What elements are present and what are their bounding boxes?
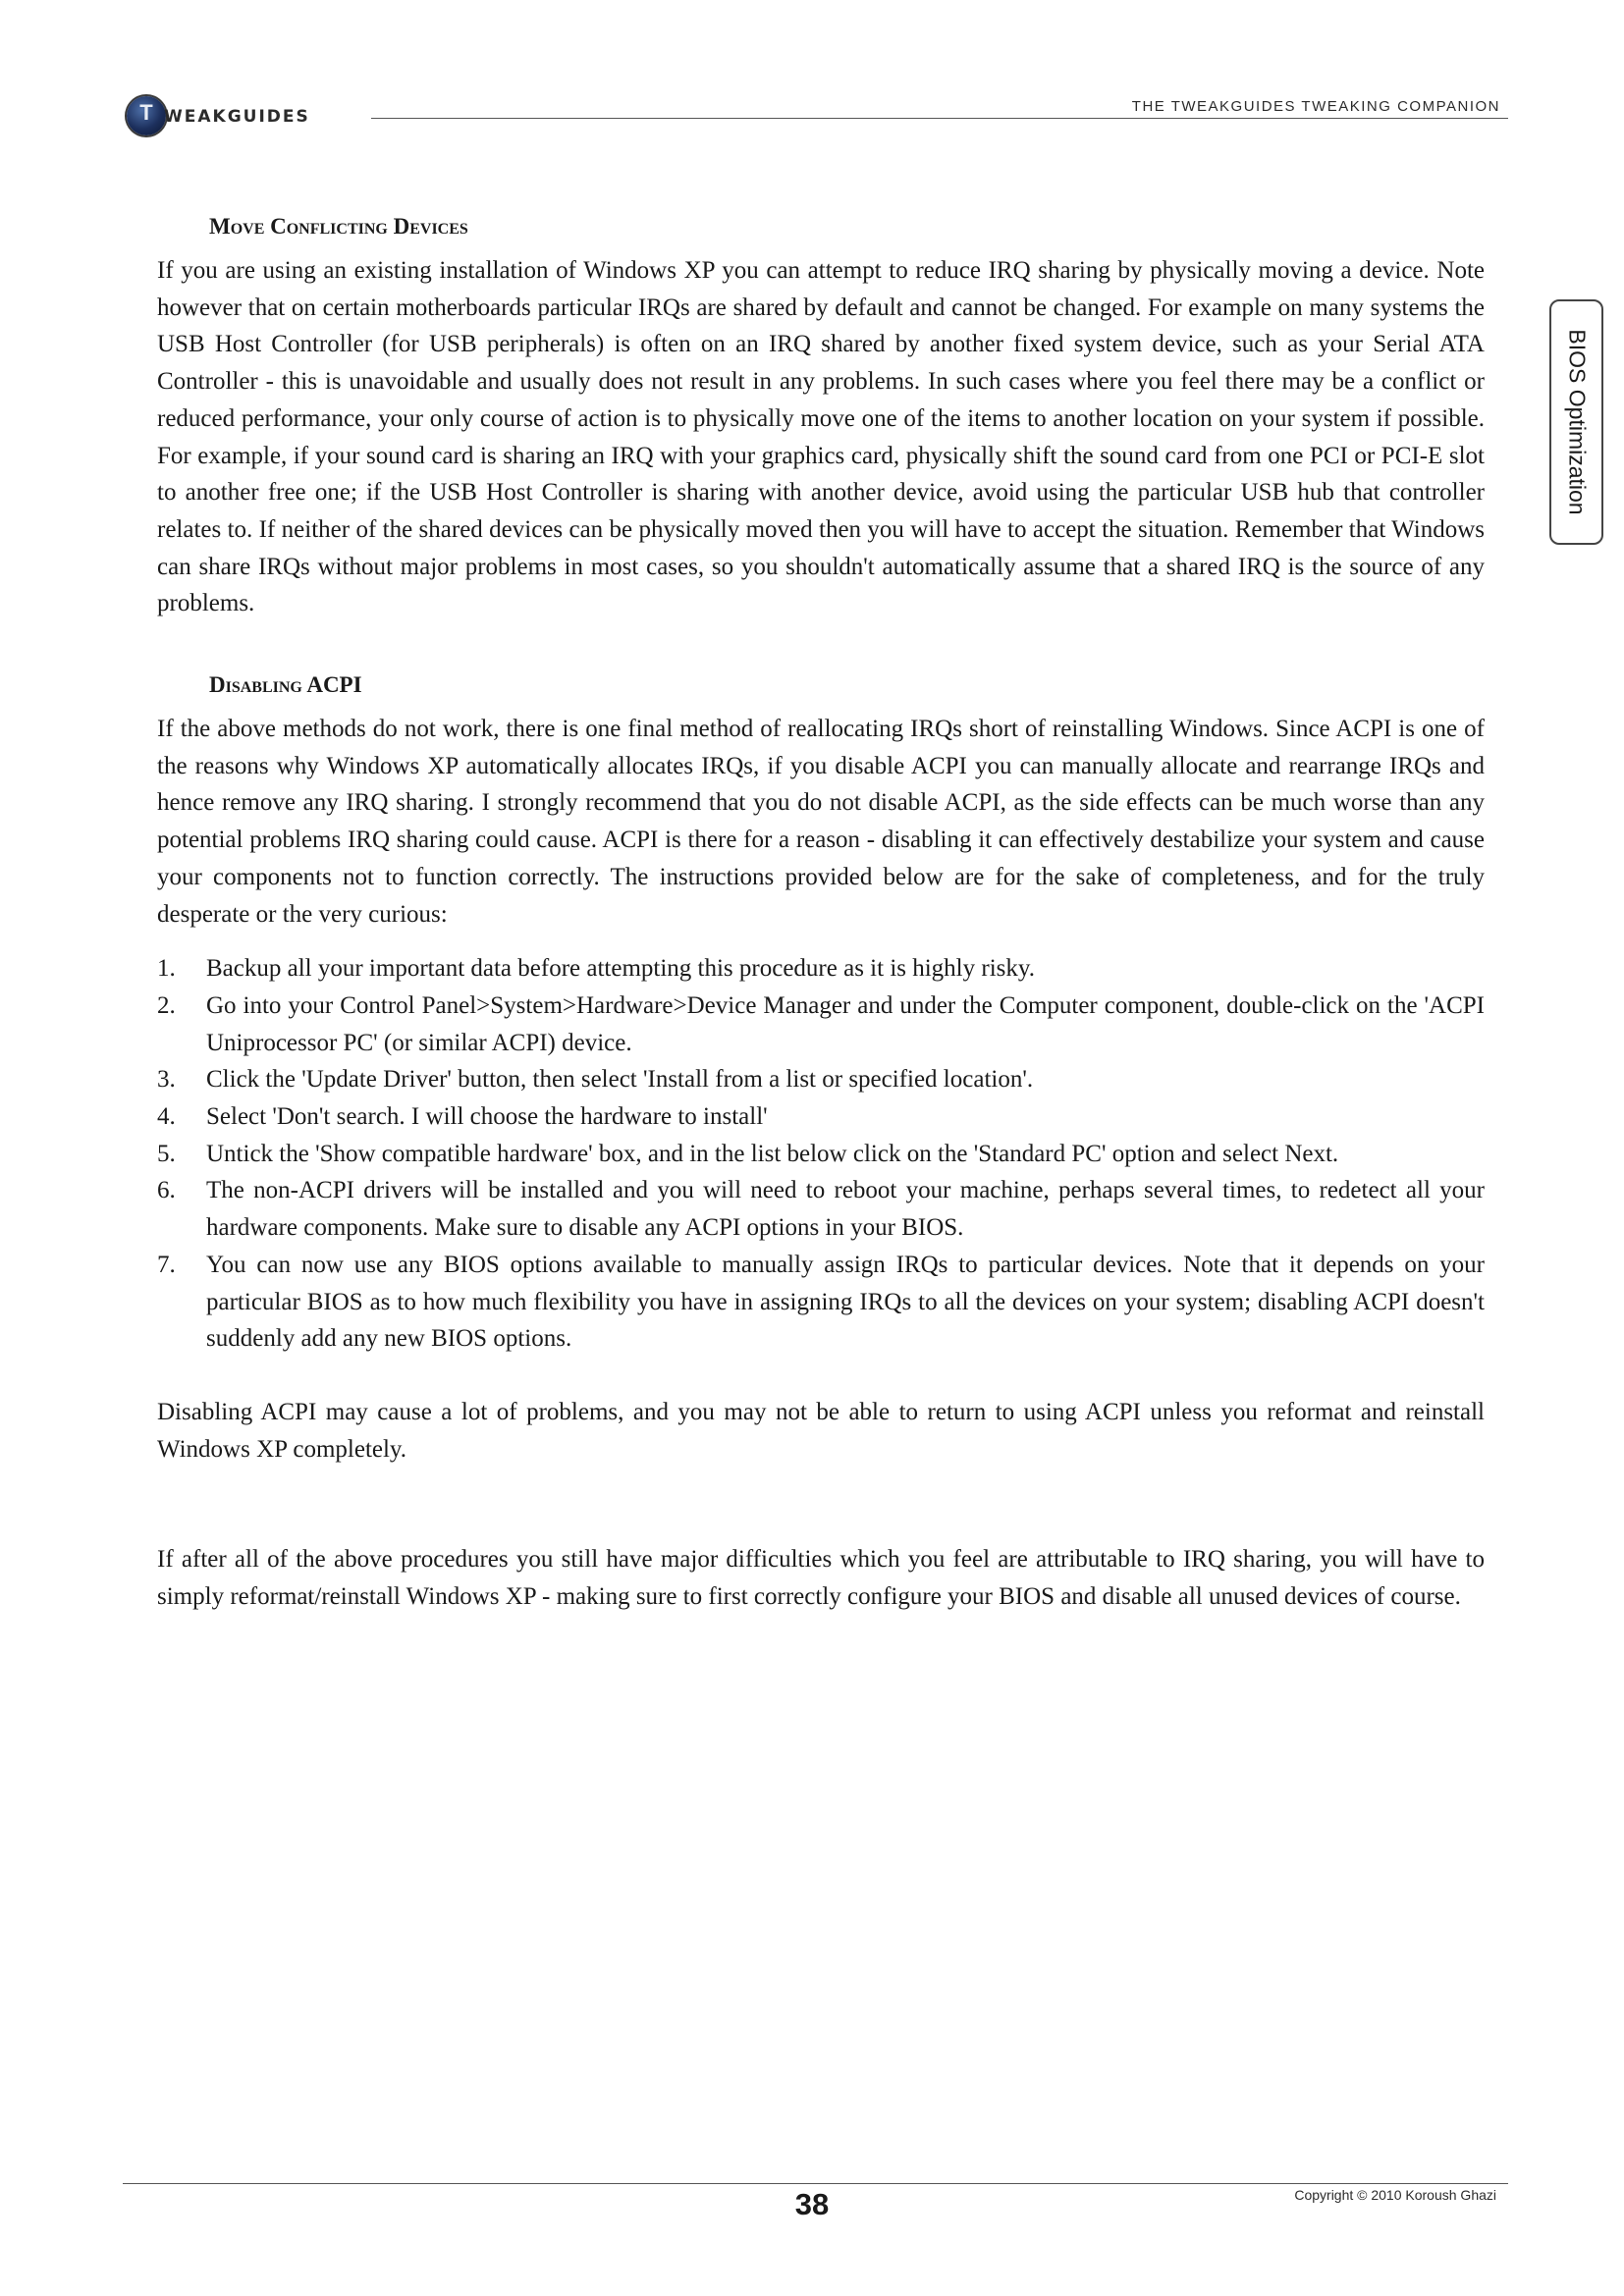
section-heading-disabling-acpi: Disabling ACPI (209, 672, 362, 698)
list-item (157, 1172, 1485, 1246)
list-item-text: Go into your Control Panel>System>Hardware>Device Manager and under the Computer component, double-click on the 'ACPI Uniprocessor PC' (or similar ACPI) device. (206, 991, 1485, 1056)
list-item-text: Click the 'Update Driver' button, then select 'Install from a list or specified location'. (206, 1066, 1034, 1094)
list-item-text: Select 'Don't search. I will choose the hardware to install' (206, 1103, 768, 1131)
list-item-number: 7. (157, 1251, 176, 1278)
list-item-text: Backup all your important data before attempting this procedure as it is highly risky. (206, 955, 1036, 983)
list-item-text: The non-ACPI drivers will be installed and you will need to reboot your machine, perhaps several times, to redetect all your hardware components. Make sure to disable any ACPI options in your BIOS. (206, 1177, 1485, 1242)
page-number: 38 (794, 2187, 830, 2221)
header-title: THE TWEAKGUIDES TWEAKING COMPANION (1131, 98, 1500, 115)
list-item (157, 988, 1485, 1061)
acpi-steps-list (157, 950, 1485, 1358)
section-heading-move-conflicting-devices: Move Conflicting Devices (209, 214, 468, 239)
logo-text: WEAKGUIDES (164, 107, 310, 127)
page-content (157, 211, 1485, 1616)
header-divider (371, 118, 1508, 119)
paragraph-acpi-warning: Disabling ACPI may cause a lot of problems, and you may not be able to return to using ACPI unless you reformat and reinstall Windows XP completely. (157, 1398, 1485, 1463)
list-item-text: Untick the 'Show compatible hardware' box, and in the list below click on the 'Standard PC' option and select Next. (206, 1140, 1339, 1167)
chapter-side-tab (1549, 299, 1603, 545)
list-item (157, 1061, 1485, 1098)
logo-initial: T (139, 100, 153, 125)
list-item-number: 6. (157, 1177, 176, 1204)
tweakguides-logo (123, 94, 368, 143)
logo-globe-icon (127, 96, 166, 135)
paragraph-disabling-acpi: If the above methods do not work, there is one final method of reallocating IRQs short of reinstalling Windows. Since ACPI is one of the reasons why Windows XP automatically allocates IRQs, if you disable ACPI you can manually allocate and rearrange IRQs and hence remove any IRQ sharing. I strongly recommend that you do not disable ACPI, as the side effects can be much worse than any potential problems IRQ sharing could cause. ACPI is there for a reason - disabling it can effectively destabilize your system and cause your components not to function correctly. The instructions provided below are for the sake of completeness, and for the truly desperate or the very curious: (157, 716, 1485, 928)
list-item-number: 4. (157, 1103, 176, 1131)
footer-divider (123, 2183, 1508, 2184)
list-item (157, 1136, 1485, 1173)
list-item-number: 1. (157, 955, 176, 983)
chapter-side-tab-label: BIOS Optimization (1564, 329, 1590, 515)
paragraph-move-conflicting-devices: If you are using an existing installation of Windows XP you can attempt to reduce IRQ sharing by physically moving a device. Note however that on certain motherboards particular IRQs are shared by default and cannot be changed. For example on many systems the USB Host Controller (for USB peripherals) is often on an IRQ shared by another fixed system device, such as your Serial ATA Controller - this is unavoidable and usually does not result in any problems. In such cases where you feel there may be a conflict or reduced performance, your only course of action is to physically move one of the items to another location on your system if possible. For example, if your sound card is sharing an IRQ with your graphics card, physically shift the sound card from one PCI or PCI-E slot to another free one; if the USB Host Controller is sharing with another device, avoid using the particular USB hub that controller relates to. If neither of the shared devices can be physically moved then you will have to accept the situation. Remember that Windows can share IRQs without major problems in most cases, so you shouldn't automatically assume that a shared IRQ is the source of any problems. (157, 257, 1485, 617)
list-item (157, 1098, 1485, 1136)
list-item-number: 2. (157, 991, 176, 1019)
list-item-text: You can now use any BIOS options available to manually assign IRQs to particular devices. Note that it depends on your particular BIOS as to how much flexibility you have in assigning IRQs to all the devices on your system; disabling ACPI doesn't suddenly add any new BIOS options. (206, 1251, 1485, 1353)
list-item (157, 950, 1485, 988)
list-item (157, 1247, 1485, 1358)
list-item-number: 5. (157, 1140, 176, 1167)
copyright-notice: Copyright © 2010 Koroush Ghazi (1294, 2187, 1496, 2203)
list-item-number: 3. (157, 1066, 176, 1094)
paragraph-closing: If after all of the above procedures you still have major difficulties which you feel are attributable to IRQ sharing, you will have to simply reformat/reinstall Windows XP - making sure to first correctly configure your BIOS and disable all unused devices of course. (157, 1546, 1485, 1611)
